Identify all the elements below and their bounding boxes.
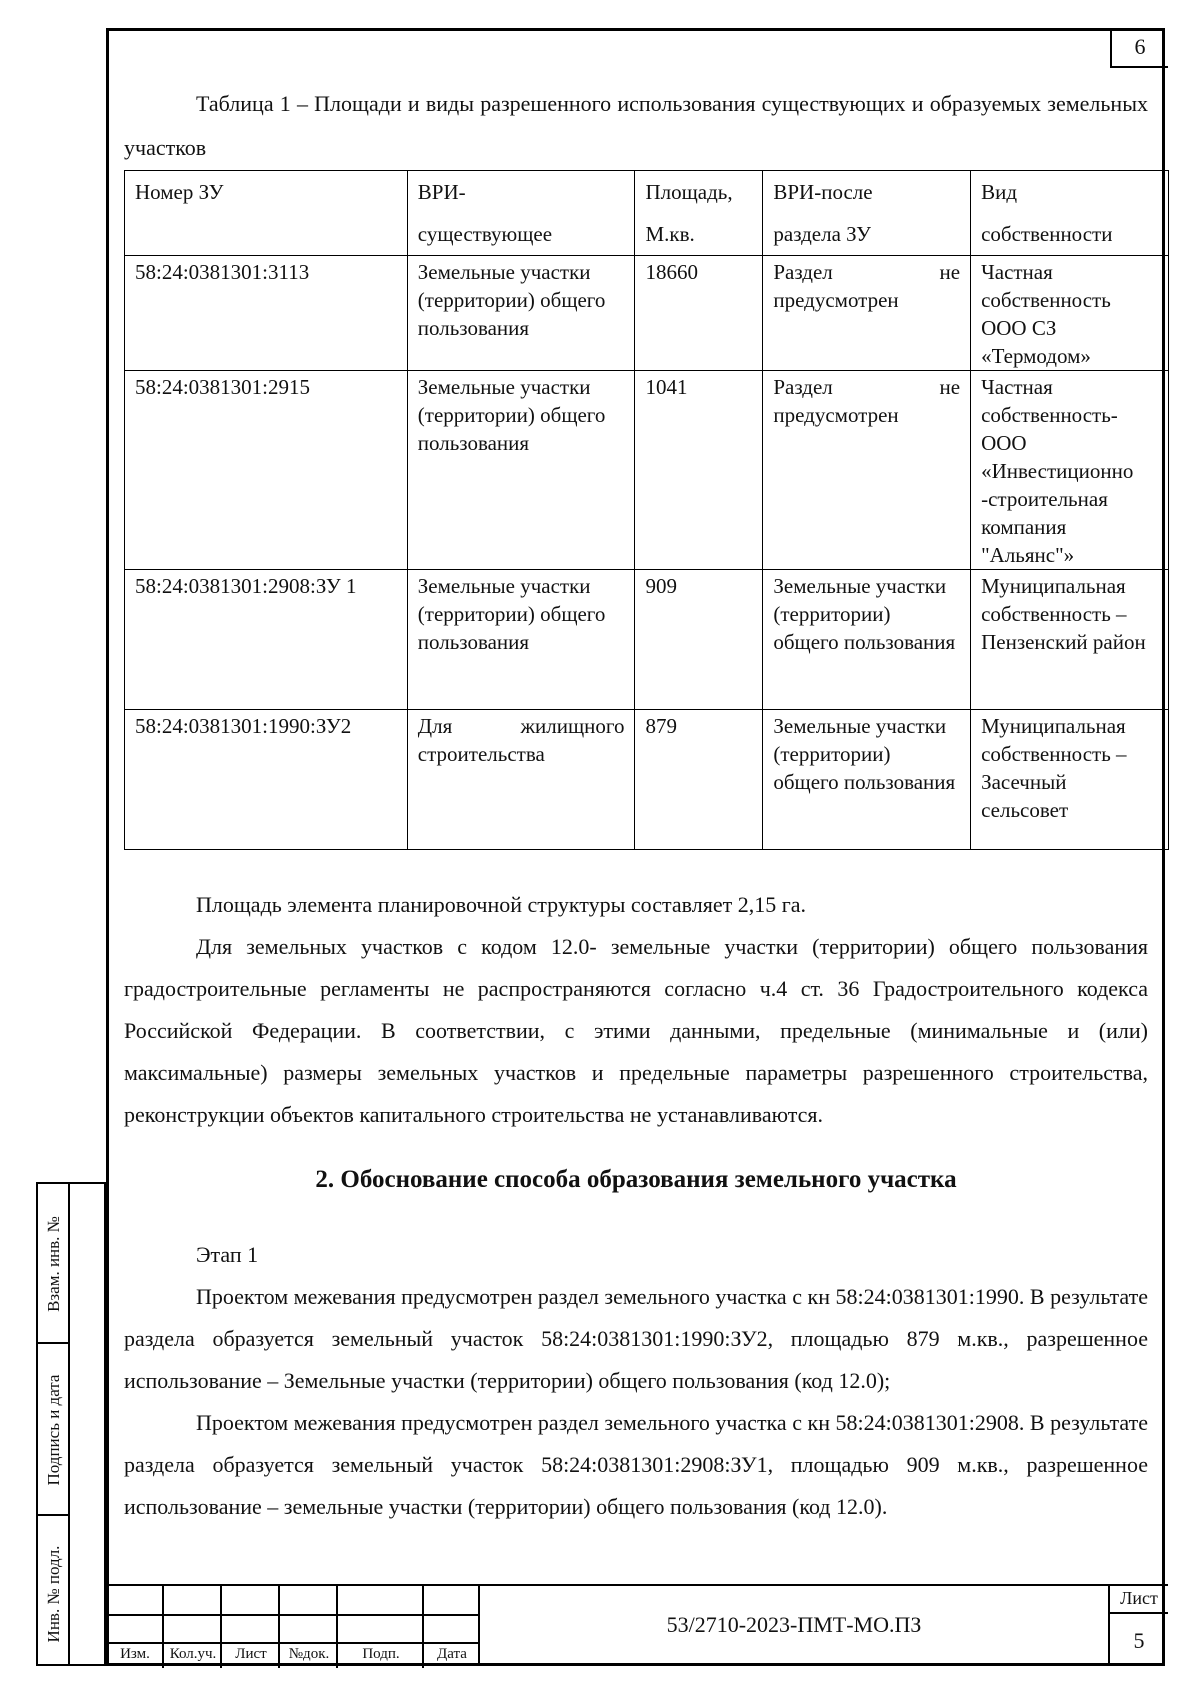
cell-vri-after: Раздел не предусмотрен — [763, 371, 971, 570]
cell-number: 58:24:0381301:2908:ЗУ 1 — [125, 570, 408, 710]
tb-row — [106, 1642, 480, 1644]
title-block-grid — [106, 1584, 480, 1666]
cell-area: 18660 — [635, 256, 763, 371]
table-row — [125, 371, 1169, 570]
header-number: Номер ЗУ — [125, 171, 408, 256]
cell-area: 879 — [635, 710, 763, 850]
table-row — [125, 570, 1169, 710]
tb-row — [106, 1614, 480, 1616]
tb-header-podp: Подп. — [362, 1646, 400, 1662]
header-vri-after: ВРИ-после раздела ЗУ — [763, 171, 971, 256]
header-ownership: Вид собственности — [971, 171, 1169, 256]
document-code: 53/2710-2023-ПМТ-МО.ПЗ — [480, 1584, 1110, 1666]
sheet-box — [1110, 1584, 1168, 1666]
header-area: Площадь, М.кв. — [635, 171, 763, 256]
tb-header-data: Дата — [437, 1646, 467, 1662]
cell-number: 58:24:0381301:3113 — [125, 256, 408, 371]
body-text-block-2 — [124, 1234, 1148, 1528]
cell-ownership: Муниципальная собственность – Засечный сельсовет — [971, 710, 1169, 850]
paragraph: Проектом межевания предусмотрен раздел земельного участка с кн 58:24:0381301:2908. В результате раздела образуется земельный участок 58:24:0381301:2908:ЗУ1, площадью 909 м.кв., разрешенное использование – земельные участки (территории) общего пользования (код 12.0). — [124, 1410, 1148, 1519]
stage-label: Этап 1 — [196, 1242, 259, 1267]
sheet-number: 5 — [1133, 1628, 1145, 1653]
cell-area: 1041 — [635, 371, 763, 570]
cell-vri-existing: Земельные участки (территории) общего пользования — [407, 371, 635, 570]
paragraph: Проектом межевания предусмотрен раздел земельного участка с кн 58:24:0381301:1990. В результате раздела образуется земельный участок 58:24:0381301:1990:ЗУ2, площадью 879 м.кв., разрешенное использование – Земельные участки (территории) общего пользования (код 12.0); — [124, 1284, 1148, 1393]
paragraph: Площадь элемента планировочной структуры составляет 2,15 га. — [196, 892, 806, 917]
cell-vri-existing: Земельные участки (территории) общего пользования — [407, 256, 635, 371]
tb-header-list: Лист — [235, 1646, 267, 1662]
tb-header-izm: Изм. — [120, 1646, 150, 1662]
page-number: 6 — [1110, 28, 1168, 68]
title-block — [106, 1584, 1168, 1666]
tb-header-kolvo: Кол.уч. — [169, 1646, 217, 1662]
table-row — [125, 256, 1169, 371]
tb-header-ndok: №док. — [288, 1646, 330, 1662]
cell-vri-after: Земельные участки (территории) общего пользования — [763, 710, 971, 850]
cell-number: 58:24:0381301:1990:ЗУ2 — [125, 710, 408, 850]
cell-area: 909 — [635, 570, 763, 710]
side-stamp: Взам. инв. № Подпись и дата Инв. № подл. — [36, 1182, 106, 1666]
cell-ownership: Частная собственность ООО СЗ «Термодом» — [971, 256, 1169, 371]
cell-number: 58:24:0381301:2915 — [125, 371, 408, 570]
table-caption: Таблица 1 – Площади и виды разрешенного использования существующих и образуемых земельных участков — [124, 91, 1148, 160]
table-row — [125, 710, 1169, 850]
cell-vri-existing: Земельные участки (территории) общего пользования — [407, 570, 635, 710]
cell-vri-after: Раздел не предусмотрен — [763, 256, 971, 371]
land-plots-table — [124, 170, 1169, 850]
header-vri-existing: ВРИ- существующее — [407, 171, 635, 256]
cell-vri-existing: Для жилищного строительства — [407, 710, 635, 850]
paragraph: Для земельных участков с кодом 12.0- земельные участки (территории) общего пользования градостроительные регламенты не распространяются согласно ч.4 ст. 36 Градостроительного кодекса Российской Федерации. В соответствии, с этими данными, предельные (минимальные и (или) максимальные) размеры земельных участков и предельные параметры разрешенного строительства, реконструкции объектов капитального строительства не устанавливаются. — [124, 934, 1148, 1127]
cell-ownership: Муниципальная собственность – Пензенский район — [971, 570, 1169, 710]
body-text-block-1 — [124, 884, 1148, 1136]
cell-ownership: Частная собственность- ООО «Инвестиционно -строительная компания "Альянс"» — [971, 371, 1169, 570]
section-heading: 2. Обоснование способа образования земельного участка — [315, 1166, 957, 1193]
cell-vri-after: Земельные участки (территории) общего пользования — [763, 570, 971, 710]
sheet-label: Лист — [1110, 1586, 1168, 1614]
table-header-row — [125, 171, 1169, 256]
